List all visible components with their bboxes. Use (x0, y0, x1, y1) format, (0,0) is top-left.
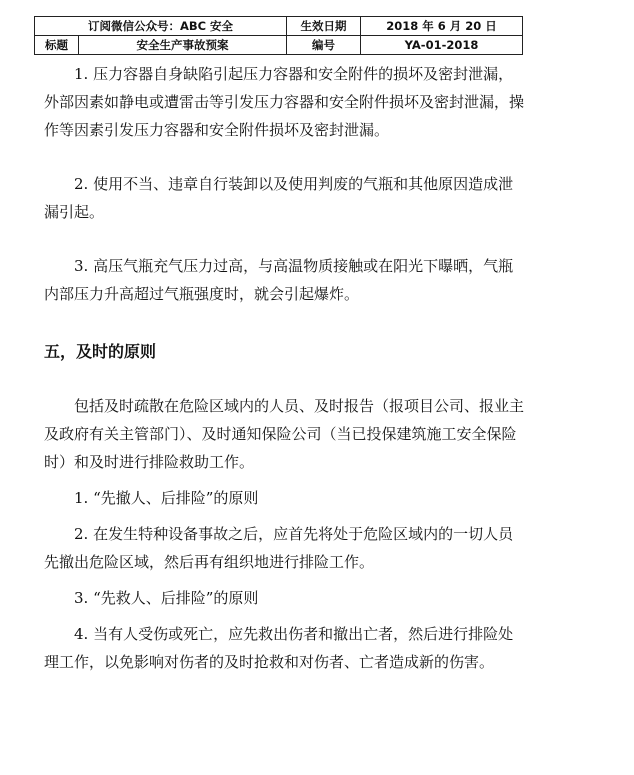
paragraph-cause-3: 3. 高压气瓶充气压力过高，与高温物质接触或在阳光下曝晒，气瓶内部压力升高超过气瓶强度时，就会引起爆炸。 (44, 257, 514, 303)
header-row-1 (35, 17, 523, 36)
document-header-table (34, 16, 523, 55)
number-value: YA-01-2018 (361, 36, 523, 55)
subscribe-cell: 订阅微信公众号：ABC 安全 (35, 17, 287, 36)
document-body (44, 60, 528, 676)
paragraph-cause-1: 1. 压力容器自身缺陷引起压力容器和安全附件的损坏及密封泄漏，外部因素如静电或遭雷击等引发压力容器和安全附件损坏及密封泄漏，操作等因素引发压力容器和安全附件损坏及密封泄漏。 (44, 65, 525, 139)
section-heading: 五，及时的原则 (44, 342, 157, 361)
effective-date-value: 2018 年 6 月 20 日 (361, 17, 523, 36)
paragraph-principle-2: 2. 在发生特种设备事故之后，应首先将处于危险区域内的一切人员先撤出危险区域，然后再有组织地进行排险工作。 (44, 525, 514, 571)
title-value: 安全生产事故预案 (79, 36, 287, 55)
paragraph-cause-2: 2. 使用不当、违章自行装卸以及使用判废的气瓶和其他原因造成泄漏引起。 (44, 175, 514, 221)
paragraph-principle-1: 1. “先撤人、后排险”的原则 (74, 489, 259, 507)
header-row-2 (35, 36, 523, 55)
paragraph-principle-3: 3. “先救人、后排险”的原则 (74, 589, 259, 607)
title-label: 标题 (35, 36, 79, 55)
paragraph-principle-intro: 包括及时疏散在危险区域内的人员、及时报告（报项目公司、报业主及政府有关主管部门）、及时通知保险公司（当已投保建筑施工安全保险时）和及时进行排险救助工作。 (44, 397, 525, 471)
effective-date-label: 生效日期 (287, 17, 361, 36)
paragraph-principle-4: 4. 当有人受伤或死亡，应先救出伤者和撤出亡者，然后进行排险处理工作，以免影响对伤者的及时抢救和对伤者、亡者造成新的伤害。 (44, 625, 514, 671)
number-label: 编号 (287, 36, 361, 55)
